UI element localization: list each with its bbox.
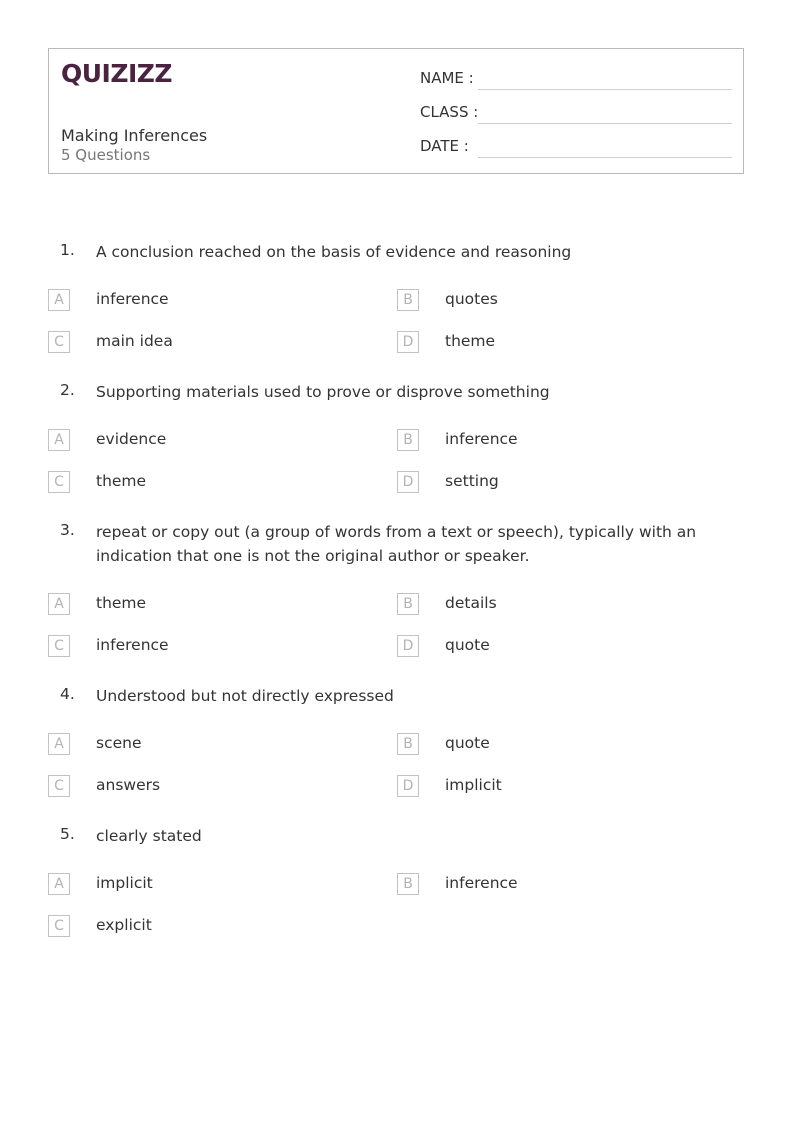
- question-text: A conclusion reached on the basis of evidence and reasoning: [96, 243, 572, 261]
- question-number: 3.: [60, 521, 75, 539]
- option-letter-box: A: [48, 593, 70, 615]
- option-text: inference: [96, 290, 169, 308]
- option-text: quote: [445, 636, 490, 654]
- question-count: 5 Questions: [61, 146, 151, 164]
- question-number: 1.: [60, 241, 75, 259]
- option-letter-box: A: [48, 289, 70, 311]
- option-letter-box: D: [397, 635, 419, 657]
- option-letter-box: C: [48, 635, 70, 657]
- date-label: DATE :: [420, 137, 469, 155]
- class-line[interactable]: [478, 123, 732, 124]
- option-letter-box: C: [48, 331, 70, 353]
- option-text: quotes: [445, 290, 498, 308]
- option-text: theme: [96, 472, 147, 490]
- worksheet-title: Making Inferences: [61, 126, 208, 145]
- option-letter-box: D: [397, 331, 419, 353]
- option-letter-box: D: [397, 471, 419, 493]
- option-letter-box: C: [48, 775, 70, 797]
- option-letter-box: B: [397, 289, 419, 311]
- question-number: 2.: [60, 381, 75, 399]
- option-text: evidence: [96, 430, 167, 448]
- option-text: answers: [96, 776, 161, 794]
- option-text: scene: [96, 734, 142, 752]
- worksheet-header: [48, 48, 744, 174]
- question-number: 5.: [60, 825, 75, 843]
- option-letter-box: C: [48, 471, 70, 493]
- option-text: details: [445, 594, 497, 612]
- question-text: Supporting materials used to prove or disprove something: [96, 383, 550, 401]
- option-text: quote: [445, 734, 490, 752]
- question-text: clearly stated: [96, 827, 202, 845]
- option-letter-box: A: [48, 429, 70, 451]
- option-text: main idea: [96, 332, 173, 350]
- option-text: inference: [445, 430, 518, 448]
- option-letter-box: D: [397, 775, 419, 797]
- quizizz-logo: QUIZIZZ: [61, 59, 173, 88]
- option-text: inference: [445, 874, 518, 892]
- option-text: theme: [445, 332, 496, 350]
- question-text: Understood but not directly expressed: [96, 687, 394, 705]
- question-number: 4.: [60, 685, 75, 703]
- option-letter-box: B: [397, 429, 419, 451]
- option-text: setting: [445, 472, 499, 490]
- name-line[interactable]: [478, 89, 732, 90]
- option-text: theme: [96, 594, 147, 612]
- option-letter-box: B: [397, 733, 419, 755]
- option-text: inference: [96, 636, 169, 654]
- option-text: implicit: [96, 874, 153, 892]
- option-text: implicit: [445, 776, 502, 794]
- name-label: NAME :: [420, 69, 474, 87]
- option-text: explicit: [96, 916, 152, 934]
- option-letter-box: B: [397, 593, 419, 615]
- date-line[interactable]: [478, 157, 732, 158]
- question-text: repeat or copy out (a group of words from a text or speech), typically with an indication that one is not the original author or speaker.: [96, 523, 697, 565]
- class-label: CLASS :: [420, 103, 479, 121]
- option-letter-box: C: [48, 915, 70, 937]
- option-letter-box: A: [48, 733, 70, 755]
- option-letter-box: B: [397, 873, 419, 895]
- option-letter-box: A: [48, 873, 70, 895]
